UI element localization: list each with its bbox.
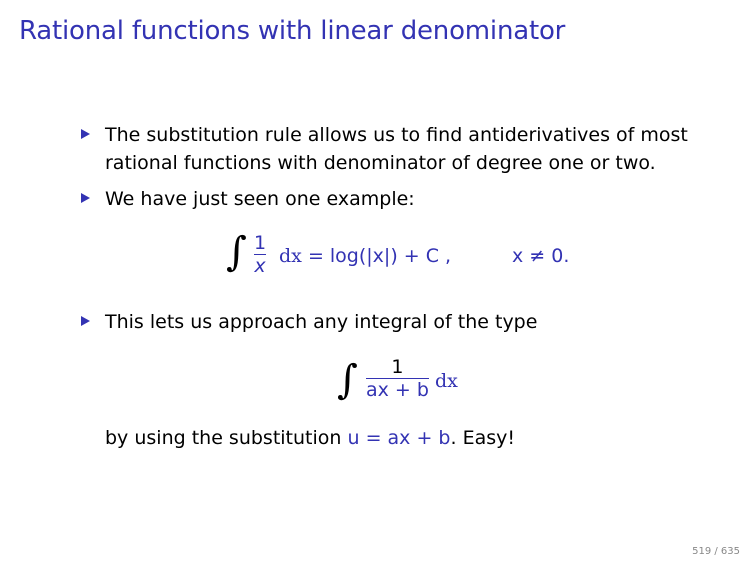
- conclusion-suffix: . Easy!: [450, 427, 515, 449]
- bullet-marker-icon: [81, 193, 90, 203]
- bullet-text-1: [105, 121, 705, 177]
- bullet-marker-icon: [81, 129, 90, 139]
- equation-1-result: = log(|x|) + C ,: [307, 245, 452, 267]
- bullet-text-2: We have just seen one example:: [105, 188, 415, 210]
- equation-2-denominator: ax + b: [366, 379, 429, 401]
- equation-1-condition: x ≠ 0.: [512, 245, 570, 267]
- integral-sign-icon: ∫: [337, 357, 358, 403]
- bullet-text-1-line-1: The substitution rule allows us to find antiderivatives of most: [105, 124, 688, 146]
- equation-1-fraction: [254, 232, 266, 277]
- bullet-marker-icon: [81, 316, 90, 326]
- equation-2-numerator: 1: [391, 356, 404, 378]
- conclusion-text: [105, 424, 705, 452]
- equation-2-differential: dx: [435, 370, 458, 392]
- slide-title: Rational functions with linear denominator: [19, 16, 566, 46]
- conclusion-substitution: u = ax + b: [347, 427, 451, 449]
- bullet-text-3: This lets us approach any integral of the type: [105, 311, 538, 333]
- page-number: 519 / 635: [692, 546, 740, 557]
- equation-1-differential: dx: [279, 245, 302, 267]
- equation-1-denominator: x: [254, 255, 266, 277]
- integral-sign-icon: ∫: [226, 229, 247, 275]
- equation-1-numerator: 1: [254, 232, 267, 254]
- conclusion-prefix: by using the substitution: [105, 427, 342, 449]
- bullet-text-1-line-2: rational functions with denominator of degree one or two.: [105, 152, 656, 174]
- equation-2-fraction: [366, 356, 429, 401]
- equation-1-rhs: [279, 245, 451, 267]
